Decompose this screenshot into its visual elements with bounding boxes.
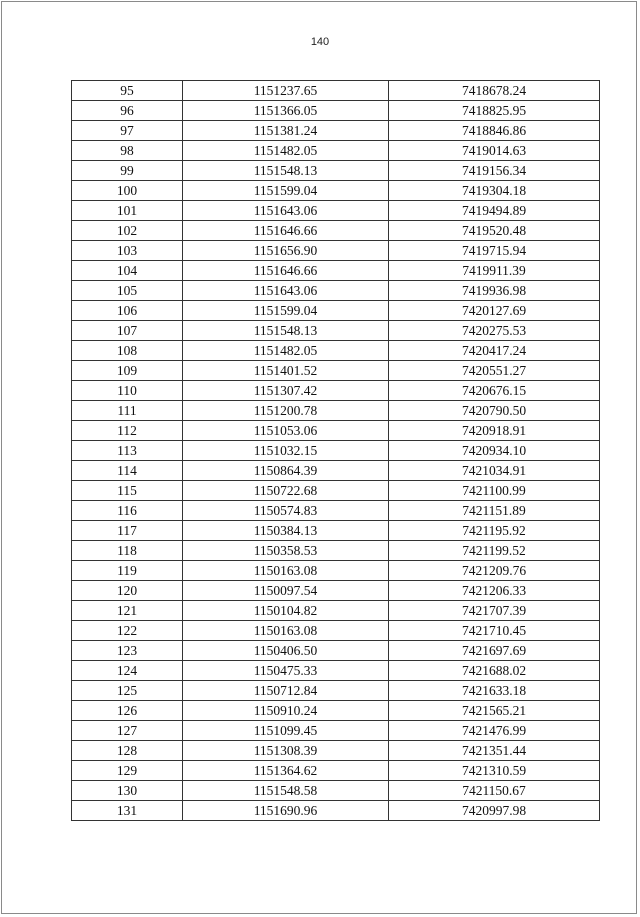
page-number: 140 — [310, 36, 330, 48]
point-number-cell: 113 — [72, 441, 183, 461]
y-coordinate-cell: 7419494.89 — [389, 201, 600, 221]
point-number-cell: 121 — [72, 601, 183, 621]
table-row — [72, 421, 600, 441]
point-number-cell: 101 — [72, 201, 183, 221]
point-number-cell: 127 — [72, 721, 183, 741]
y-coordinate-cell: 7420934.10 — [389, 441, 600, 461]
x-coordinate-cell: 1151099.45 — [183, 721, 389, 741]
y-coordinate-cell: 7419304.18 — [389, 181, 600, 201]
table-row — [72, 261, 600, 281]
table-row — [72, 241, 600, 261]
y-coordinate-cell: 7420676.15 — [389, 381, 600, 401]
point-number-cell: 110 — [72, 381, 183, 401]
y-coordinate-cell: 7421151.89 — [389, 501, 600, 521]
point-number-cell: 119 — [72, 561, 183, 581]
x-coordinate-cell: 1151656.90 — [183, 241, 389, 261]
table-row — [72, 401, 600, 421]
x-coordinate-cell: 1151548.13 — [183, 321, 389, 341]
table-row — [72, 801, 600, 821]
table-row — [72, 221, 600, 241]
y-coordinate-cell: 7421209.76 — [389, 561, 600, 581]
point-number-cell: 115 — [72, 481, 183, 501]
table-row — [72, 541, 600, 561]
y-coordinate-cell: 7421150.67 — [389, 781, 600, 801]
y-coordinate-cell: 7421310.59 — [389, 761, 600, 781]
y-coordinate-cell: 7419911.39 — [389, 261, 600, 281]
table-row — [72, 701, 600, 721]
table-row — [72, 581, 600, 601]
y-coordinate-cell: 7421707.39 — [389, 601, 600, 621]
x-coordinate-cell: 1150574.83 — [183, 501, 389, 521]
y-coordinate-cell: 7420918.91 — [389, 421, 600, 441]
y-coordinate-cell: 7418825.95 — [389, 101, 600, 121]
point-number-cell: 104 — [72, 261, 183, 281]
table-row — [72, 301, 600, 321]
coordinates-table — [71, 80, 600, 821]
x-coordinate-cell: 1150910.24 — [183, 701, 389, 721]
y-coordinate-cell: 7420127.69 — [389, 301, 600, 321]
point-number-cell: 95 — [72, 81, 183, 101]
y-coordinate-cell: 7419520.48 — [389, 221, 600, 241]
y-coordinate-cell: 7421195.92 — [389, 521, 600, 541]
x-coordinate-cell: 1150406.50 — [183, 641, 389, 661]
point-number-cell: 123 — [72, 641, 183, 661]
table-row — [72, 81, 600, 101]
x-coordinate-cell: 1151381.24 — [183, 121, 389, 141]
point-number-cell: 107 — [72, 321, 183, 341]
y-coordinate-cell: 7420275.53 — [389, 321, 600, 341]
x-coordinate-cell: 1151200.78 — [183, 401, 389, 421]
point-number-cell: 109 — [72, 361, 183, 381]
y-coordinate-cell: 7421633.18 — [389, 681, 600, 701]
table-row — [72, 141, 600, 161]
x-coordinate-cell: 1151599.04 — [183, 301, 389, 321]
x-coordinate-cell: 1150097.54 — [183, 581, 389, 601]
x-coordinate-cell: 1150864.39 — [183, 461, 389, 481]
x-coordinate-cell: 1151482.05 — [183, 341, 389, 361]
x-coordinate-cell: 1150712.84 — [183, 681, 389, 701]
y-coordinate-cell: 7421100.99 — [389, 481, 600, 501]
table-row — [72, 601, 600, 621]
y-coordinate-cell: 7421565.21 — [389, 701, 600, 721]
point-number-cell: 112 — [72, 421, 183, 441]
table-row — [72, 621, 600, 641]
point-number-cell: 111 — [72, 401, 183, 421]
point-number-cell: 105 — [72, 281, 183, 301]
x-coordinate-cell: 1151646.66 — [183, 261, 389, 281]
table-row — [72, 481, 600, 501]
table-row — [72, 381, 600, 401]
point-number-cell: 96 — [72, 101, 183, 121]
x-coordinate-cell: 1151364.62 — [183, 761, 389, 781]
point-number-cell: 128 — [72, 741, 183, 761]
table-row — [72, 661, 600, 681]
point-number-cell: 124 — [72, 661, 183, 681]
point-number-cell: 122 — [72, 621, 183, 641]
table-row — [72, 641, 600, 661]
x-coordinate-cell: 1151307.42 — [183, 381, 389, 401]
table-row — [72, 521, 600, 541]
coordinates-table-body — [72, 81, 600, 821]
table-row — [72, 201, 600, 221]
y-coordinate-cell: 7421688.02 — [389, 661, 600, 681]
table-row — [72, 321, 600, 341]
y-coordinate-cell: 7421199.52 — [389, 541, 600, 561]
table-row — [72, 101, 600, 121]
point-number-cell: 114 — [72, 461, 183, 481]
table-row — [72, 561, 600, 581]
table-row — [72, 161, 600, 181]
point-number-cell: 103 — [72, 241, 183, 261]
point-number-cell: 106 — [72, 301, 183, 321]
point-number-cell: 131 — [72, 801, 183, 821]
table-row — [72, 361, 600, 381]
x-coordinate-cell: 1150104.82 — [183, 601, 389, 621]
table-row — [72, 281, 600, 301]
table-row — [72, 681, 600, 701]
point-number-cell: 126 — [72, 701, 183, 721]
y-coordinate-cell: 7419156.34 — [389, 161, 600, 181]
x-coordinate-cell: 1151548.13 — [183, 161, 389, 181]
point-number-cell: 99 — [72, 161, 183, 181]
y-coordinate-cell: 7419014.63 — [389, 141, 600, 161]
x-coordinate-cell: 1151237.65 — [183, 81, 389, 101]
x-coordinate-cell: 1151366.05 — [183, 101, 389, 121]
point-number-cell: 108 — [72, 341, 183, 361]
y-coordinate-cell: 7420790.50 — [389, 401, 600, 421]
point-number-cell: 125 — [72, 681, 183, 701]
y-coordinate-cell: 7421476.99 — [389, 721, 600, 741]
x-coordinate-cell: 1151643.06 — [183, 281, 389, 301]
x-coordinate-cell: 1151401.52 — [183, 361, 389, 381]
table-row — [72, 341, 600, 361]
x-coordinate-cell: 1150722.68 — [183, 481, 389, 501]
point-number-cell: 129 — [72, 761, 183, 781]
y-coordinate-cell: 7419715.94 — [389, 241, 600, 261]
table-row — [72, 721, 600, 741]
point-number-cell: 97 — [72, 121, 183, 141]
x-coordinate-cell: 1150358.53 — [183, 541, 389, 561]
table-row — [72, 741, 600, 761]
table-row — [72, 781, 600, 801]
point-number-cell: 117 — [72, 521, 183, 541]
x-coordinate-cell: 1150163.08 — [183, 621, 389, 641]
y-coordinate-cell: 7418846.86 — [389, 121, 600, 141]
x-coordinate-cell: 1151032.15 — [183, 441, 389, 461]
x-coordinate-cell: 1150163.08 — [183, 561, 389, 581]
y-coordinate-cell: 7420997.98 — [389, 801, 600, 821]
table-row — [72, 501, 600, 521]
x-coordinate-cell: 1151599.04 — [183, 181, 389, 201]
point-number-cell: 118 — [72, 541, 183, 561]
x-coordinate-cell: 1151308.39 — [183, 741, 389, 761]
y-coordinate-cell: 7420551.27 — [389, 361, 600, 381]
point-number-cell: 98 — [72, 141, 183, 161]
table-row — [72, 121, 600, 141]
y-coordinate-cell: 7421710.45 — [389, 621, 600, 641]
point-number-cell: 116 — [72, 501, 183, 521]
table-row — [72, 441, 600, 461]
point-number-cell: 120 — [72, 581, 183, 601]
x-coordinate-cell: 1150475.33 — [183, 661, 389, 681]
point-number-cell: 100 — [72, 181, 183, 201]
y-coordinate-cell: 7418678.24 — [389, 81, 600, 101]
table-row — [72, 181, 600, 201]
x-coordinate-cell: 1151643.06 — [183, 201, 389, 221]
x-coordinate-cell: 1151053.06 — [183, 421, 389, 441]
x-coordinate-cell: 1151690.96 — [183, 801, 389, 821]
x-coordinate-cell: 1151548.58 — [183, 781, 389, 801]
x-coordinate-cell: 1151646.66 — [183, 221, 389, 241]
x-coordinate-cell: 1151482.05 — [183, 141, 389, 161]
table-row — [72, 461, 600, 481]
y-coordinate-cell: 7420417.24 — [389, 341, 600, 361]
point-number-cell: 102 — [72, 221, 183, 241]
y-coordinate-cell: 7421697.69 — [389, 641, 600, 661]
y-coordinate-cell: 7421034.91 — [389, 461, 600, 481]
x-coordinate-cell: 1150384.13 — [183, 521, 389, 541]
y-coordinate-cell: 7421206.33 — [389, 581, 600, 601]
table-row — [72, 761, 600, 781]
point-number-cell: 130 — [72, 781, 183, 801]
y-coordinate-cell: 7419936.98 — [389, 281, 600, 301]
y-coordinate-cell: 7421351.44 — [389, 741, 600, 761]
